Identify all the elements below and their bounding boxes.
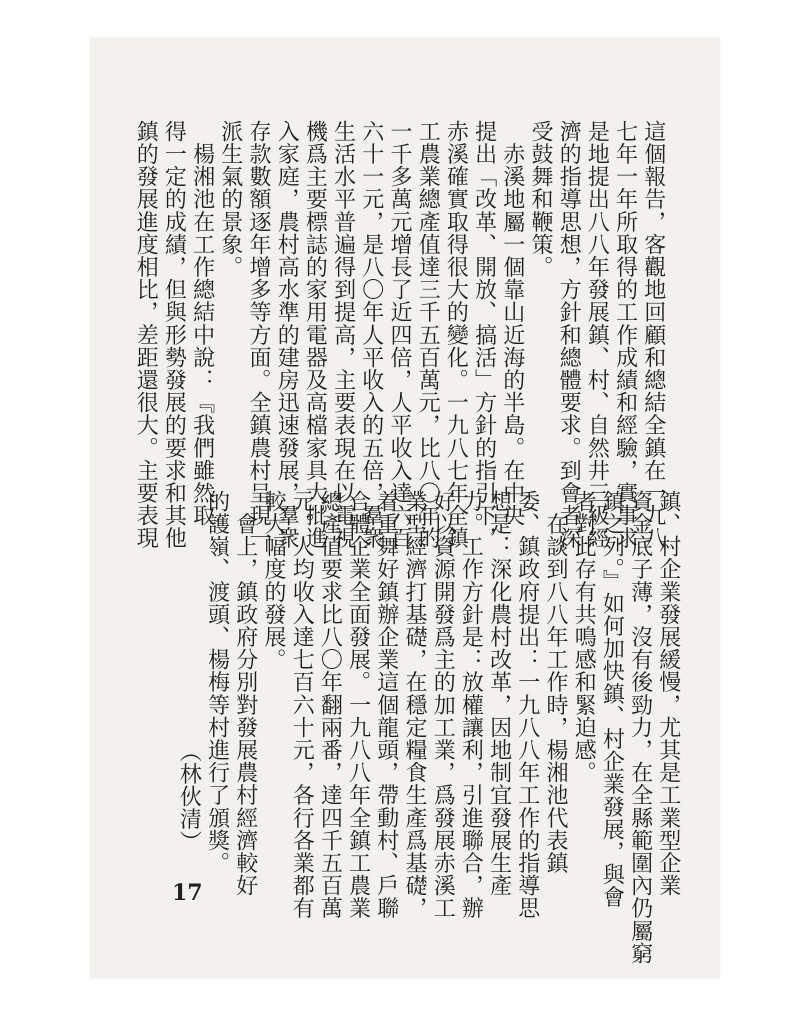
upper-column: 一千多萬元增長了近四倍，人平收入達六百 [387,120,412,550]
lower-column: 鎮之列。』如何加快鎮、村企業發展，與會 [599,490,625,909]
lower-column: 元。人均收入達七百六十元，各行各業都有 [289,490,315,920]
lower-column: 業型經濟打基礎，在穩定糧食生產爲基礎， [402,490,427,920]
upper-column: 六十一元，是八〇年人平收入的五倍，羣衆 [358,120,384,550]
lower-column: 好以資源開發爲主的加工業，爲發展赤溪工 [430,490,456,920]
upper-column: 派生氣的景象。 [217,120,243,279]
upper-column: 受鼓舞和鞭策。 [528,120,553,279]
upper-column: 濟的指導思想，方針和總體要求。到會者深 [556,120,582,550]
lower-column: 委、鎮政府提出：一九八八年工作的指導思 [514,490,540,920]
lower-column: 總產值要求比八〇年翻兩番，達四千五百萬 [317,490,343,920]
lower-column: 會上，鎮政府分別對發展農村經濟較好 [232,490,258,897]
upper-column: 赤溪地屬一個靠山近海的半島。在中央 [499,120,525,527]
lower-column: 着重舞好鎮辦企業這個龍頭，帶動村、戶聯 [373,490,399,920]
lower-column: 的護嶺、渡頭、楊梅等村進行了頒獎。 [204,490,230,875]
upper-column: 是地提出八八年發展鎮、村、自然井三級經 [584,120,610,550]
lower-column: 較大幅度的發展。 [261,490,286,671]
lower-column: 資金底子薄，沒有後勁力，在全縣範圍內仍屬窮 [627,490,653,965]
upper-column: 得一定的成績，但與形勢發展的要求和其他 [161,120,187,550]
lower-column: 想是：深化農村改革，因地制宜發展生產 [486,490,512,897]
lower-column: 力。工作方針是：放權讓利，引進聯合，辦 [458,490,484,920]
upper-column: 機爲主要標誌的家用電器及高檔家具大批進 [302,120,328,550]
upper-column: 入家庭，農村高水準的建房迅速發展，羣衆 [274,120,300,550]
page-number: 17 [172,880,203,906]
upper-column: 提出「改革、開放、搞活」方針的指引下， [471,120,497,550]
lower-column: （林伙清） [176,740,202,853]
upper-column: 七年一年所取得的工作成績和經驗，實事求 [612,120,638,550]
upper-column: 生活水平普遍得到提高，主要表現在以電視 [330,120,356,550]
upper-column: 赤溪確實取得很大的變化。一九八七年全鎮 [443,120,469,550]
lower-column: 在談到八八年工作時，楊湘池代表鎮 [543,490,568,875]
lower-column: 合體企業全面發展。一九八八年全鎮工農業 [345,490,371,920]
upper-column: 楊湘池在工作總結中說：『我們雖然取 [189,120,215,527]
upper-column: 鎮的發展進度相比，差距還很大。主要表現 [133,120,159,550]
lower-column: 者對此存有共鳴感和緊迫感。 [571,490,597,784]
upper-column: 這個報告，客觀地回顧和總結全鎮在一九八 [640,120,666,550]
lower-column: 鎮、村企業發展緩慢，尤其是工業型企業 [655,490,681,897]
upper-column: 存款數額逐年增多等方面。全鎮農村呈現一 [246,120,271,550]
upper-column: 工農業總產值達三千五百萬元，比八〇年的 [415,120,441,550]
